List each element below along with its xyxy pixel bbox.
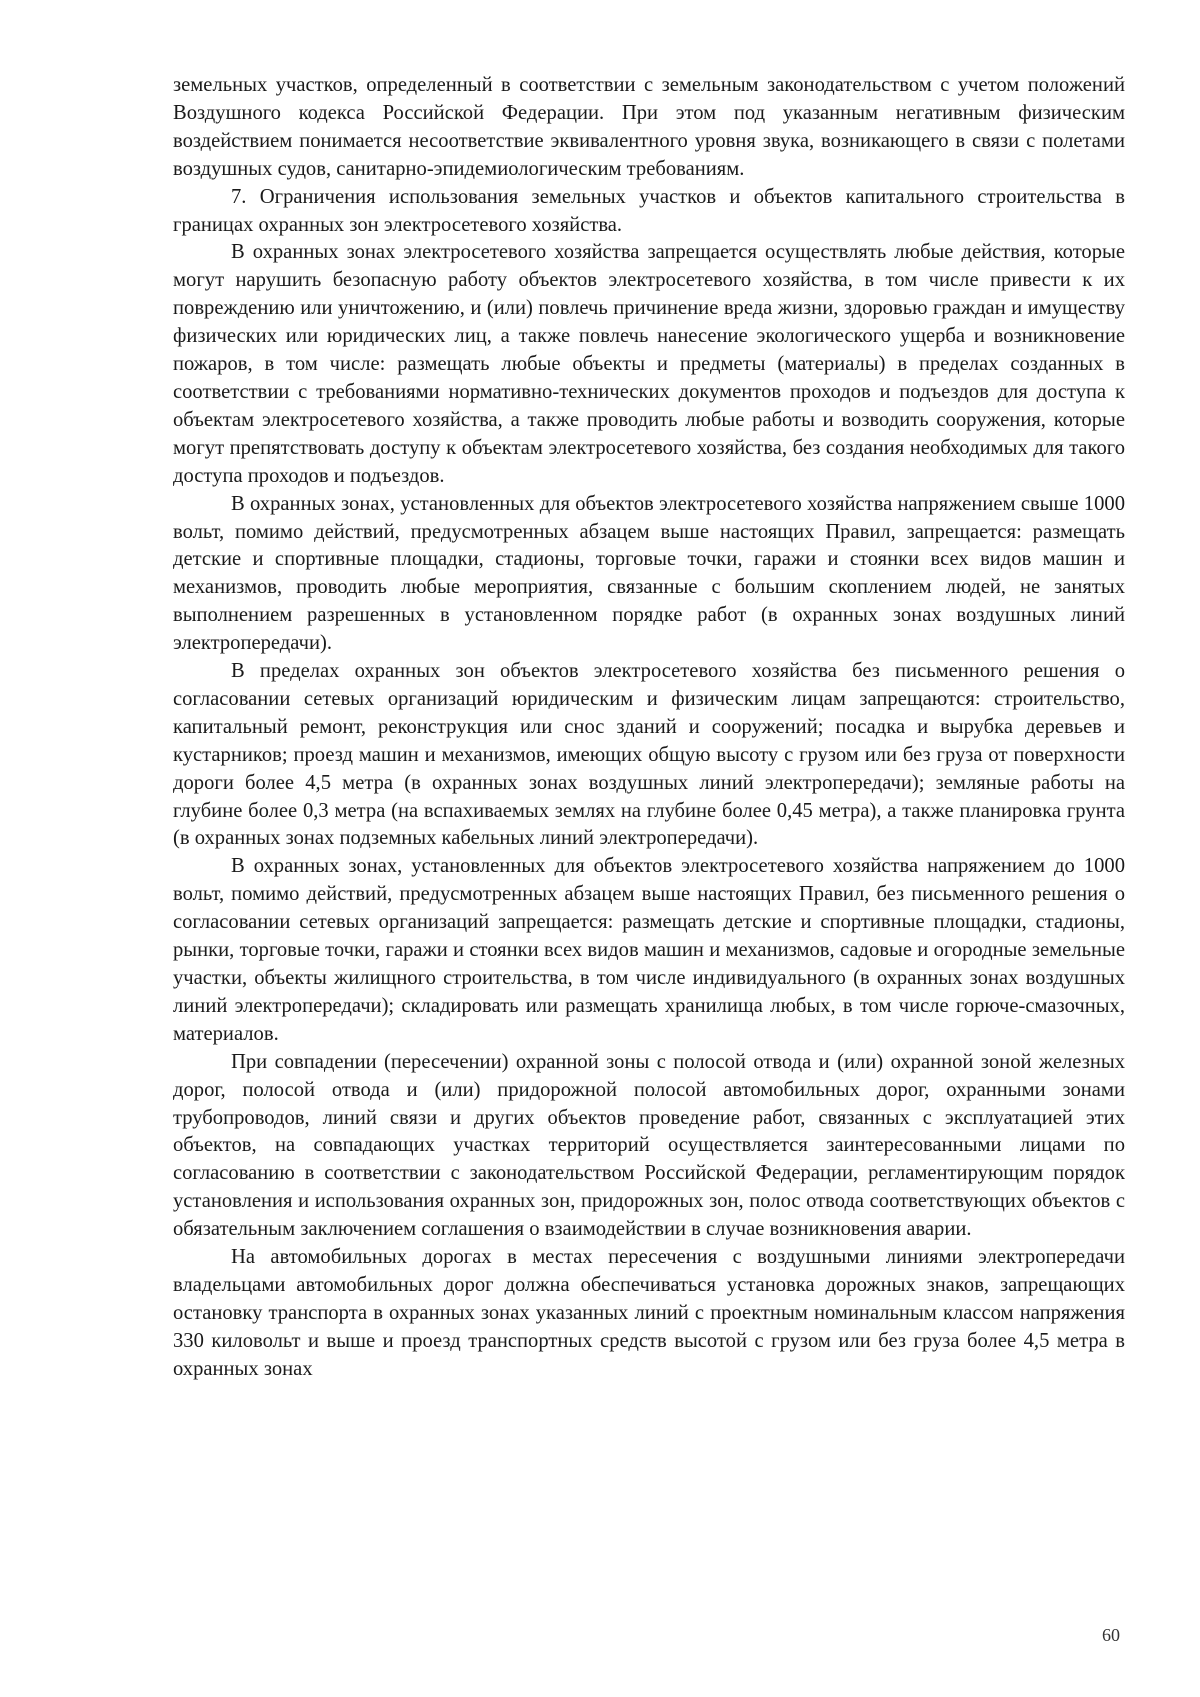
section-heading-7: 7. Ограничения использования земельных участков и объектов капитального строительства в границах охранных зон электросетевого хозяйства. bbox=[173, 185, 1125, 236]
page-number: 60 bbox=[1102, 1625, 1120, 1645]
paragraph-continuation: земельных участков, определенный в соответствии с земельным законодательством с учетом положений Воздушного кодекса Российской Федерации. При этом под указанным негативным физическим воздействием понимается несоответствие эквивалентного уровня звука, возникающего в связи с полетами воздушных судов, санитарно-эпидемиологическим требованиям. bbox=[173, 74, 1125, 180]
paragraph-road-crossings: На автомобильных дорогах в местах пересечения с воздушными линиями электропередачи владельцами автомобильных дорог должна обеспечиваться установка дорожных знаков, запрещающих остановку транспорта в охранных зонах указанных линий с проектным номинальным классом напряжения 330 киловольт и выше и проезд транспортных средств высотой с грузом или без груза более 4,5 метра в охранных зонах bbox=[173, 1246, 1125, 1380]
paragraph-written-approval: В пределах охранных зон объектов электросетевого хозяйства без письменного решения о согласовании сетевых организаций юридическим и физическим лицам запрещаются: строительство, капитальный ремонт, реконструкция или снос зданий и сооружений; посадка и вырубка деревьев и кустарников; проезд машин и механизмов, имеющих общую высоту с грузом или без груза от поверхности дороги более 4,5 метра (в охранных зонах воздушных линий электропередачи); земляные работы на глубине более 0,3 метра (на вспахиваемых землях на глубине более 0,45 метра), а также планировка грунта (в охранных зонах подземных кабельных линий электропередачи). bbox=[173, 660, 1125, 850]
paragraph-zone-overlap: При совпадении (пересечении) охранной зоны с полосой отвода и (или) охранной зоной железных дорог, полосой отвода и (или) придорожной полосой автомобильных дорог, охранными зонами трубопроводов, линий связи и других объектов проведение работ, связанных с эксплуатацией этих объектов, на совпадающих участках территорий осуществляется заинтересованными лицами по согласованию в соответствии с законодательством Российской Федерации, регламентирующим порядок установления и использования охранных зон, придорожных зон, полос отвода соответствующих объектов с обязательным заключением соглашения о взаимодействии в случае возникновения аварии. bbox=[173, 1050, 1125, 1241]
paragraph-up-to-1000-volts: В охранных зонах, установленных для объектов электросетевого хозяйства напряжением до 1000 вольт, помимо действий, предусмотренных абзацем выше настоящих Правил, без письменного решения о согласовании сетевых организаций запрещается: размещать детские и спортивные площадки, стадионы, рынки, торговые точки, гаражи и стоянки всех видов машин и механизмов, садовые и огородные земельные участки, объекты жилищного строительства, в том числе индивидуального (в охранных зонах воздушных линий электропередачи); складировать или размещать хранилища любых, в том числе горюче-смазочных, материалов. bbox=[173, 855, 1125, 1045]
paragraph-general-prohibitions: В охранных зонах электросетевого хозяйства запрещается осуществлять любые действия, которые могут нарушить безопасную работу объектов электросетевого хозяйства, в том числе привести к их повреждению или уничтожению, и (или) повлечь причинение вреда жизни, здоровью граждан и имуществу физических или юридических лиц, а также повлечь нанесение экологического ущерба и возникновение пожаров, в том числе: размещать любые объекты и предметы (материалы) в пределах созданных в соответствии с требованиями нормативно-технических документов проходов и подъездов для доступа к объектам электросетевого хозяйства, а также проводить любые работы и возводить сооружения, которые могут препятствовать доступу к объектам электросетевого хозяйства, без создания необходимых для такого доступа проходов и подъездов. bbox=[173, 241, 1125, 487]
document-body bbox=[173, 72, 1125, 1384]
paragraph-over-1000-volts: В охранных зонах, установленных для объектов электросетевого хозяйства напряжением свыше 1000 вольт, помимо действий, предусмотренных абзацем выше настоящих Правил, запрещается: размещать детские и спортивные площадки, стадионы, торговые точки, гаражи и стоянки всех видов машин и механизмов, проводить любые мероприятия, связанные с большим скоплением людей, не занятых выполнением разрешенных в установленном порядке работ (в охранных зонах воздушных линий электропередачи). bbox=[173, 492, 1125, 655]
